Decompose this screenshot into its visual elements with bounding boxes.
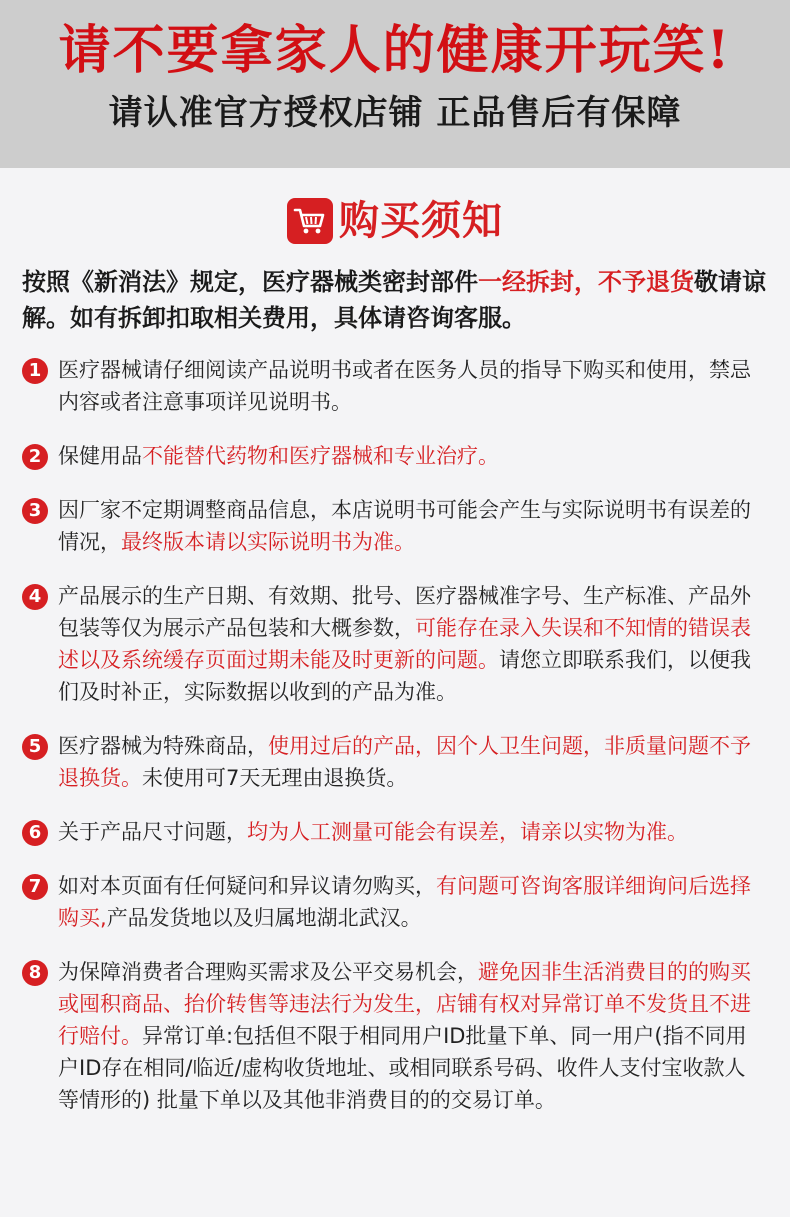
rule-text-end: 未使用可7天无理由退换货。 [142, 766, 408, 790]
intro-highlight: 一经拆封，不予退货 [478, 268, 694, 296]
rule-item-4 [0, 580, 790, 708]
rule-text: 关于产品尺寸问题， [58, 820, 247, 844]
rule-item-5 [0, 730, 790, 794]
rule-item-2 [0, 440, 790, 472]
section-heading [0, 194, 790, 248]
rule-highlight: 使用过后的产品，因个人卫生问题，非质量问题不予退换货。 [58, 734, 751, 790]
heading-title: 购买须知 [339, 198, 503, 244]
rule-text: 医疗器械请仔细阅读产品说明书或者在医务人员的指导下购买和使用，禁忌内容或者注意事项详见说明书。 [58, 358, 751, 414]
rule-item-3 [0, 494, 790, 558]
rule-text-end: 异常订单:包括但不限于相同用户ID批量下单、同一用户(指不同用户ID存在相同/临近/虚构收货地址、或相同联系号码、收件人支付宝收款人等情形的) 批量下单以及其他非消费目的的交易订单。 [58, 1024, 747, 1112]
rule-highlight: 最终版本请以实际说明书为准。 [121, 530, 415, 554]
number-badge: 5 [22, 734, 48, 760]
rule-highlight: 均为人工测量可能会有误差，请亲以实物为准。 [247, 820, 688, 844]
rule-text-end: 产品发货地以及归属地湖北武汉。 [106, 906, 422, 930]
intro-paragraph [22, 264, 768, 336]
rule-highlight: 有问题可咨询客服详细询问后选择购买, [58, 874, 751, 930]
number-badge: 7 [22, 874, 48, 900]
number-badge: 2 [22, 444, 48, 470]
banner-title: 请不要拿家人的健康开玩笑! [58, 20, 732, 81]
rule-highlight: 可能存在录入失误和不知情的错误表述以及系统缓存页面过期未能及时更新的问题。 [58, 616, 751, 672]
rule-text: 保健用品 [58, 444, 142, 468]
rule-text: 如对本页面有任何疑问和异议请勿购买， [58, 874, 436, 898]
rule-item-8 [0, 956, 790, 1116]
banner-subtitle: 请认准官方授权店铺 正品售后有保障 [108, 93, 682, 133]
number-badge: 3 [22, 498, 48, 524]
intro-text-end: 敬请谅解。如有拆卸扣取相关费用，具体请咨询客服。 [22, 268, 766, 332]
intro-text: 按照《新消法》规定，医疗器械类密封部件 [22, 268, 478, 296]
rules-list [0, 354, 790, 1116]
top-banner [0, 0, 790, 168]
number-badge: 8 [22, 960, 48, 986]
number-badge: 1 [22, 358, 48, 384]
rule-text: 产品展示的生产日期、有效期、批号、医疗器械准字号、生产标准、产品外包装等仅为展示产品包装和大概参数， [58, 584, 751, 640]
rule-text-end: 请您立即联系我们，以便我们及时补正，实际数据以收到的产品为准。 [58, 648, 751, 704]
rule-highlight: 避免因非生活消费目的的购买或囤积商品、抬价转售等违法行为发生，店铺有权对异常订单不发货且不进行赔付。 [58, 960, 751, 1048]
rule-highlight: 不能替代药物和医疗器械和专业治疗。 [142, 444, 499, 468]
number-badge: 4 [22, 584, 48, 610]
rule-item-6 [0, 816, 790, 848]
rule-text: 为保障消费者合理购买需求及公平交易机会， [58, 960, 478, 984]
shopping-cart-icon [287, 198, 333, 244]
rule-item-7 [0, 870, 790, 934]
number-badge: 6 [22, 820, 48, 846]
rule-text: 医疗器械为特殊商品， [58, 734, 268, 758]
rule-text: 因厂家不定期调整商品信息，本店说明书可能会产生与实际说明书有误差的情况， [58, 498, 751, 554]
rule-item-1 [0, 354, 790, 418]
